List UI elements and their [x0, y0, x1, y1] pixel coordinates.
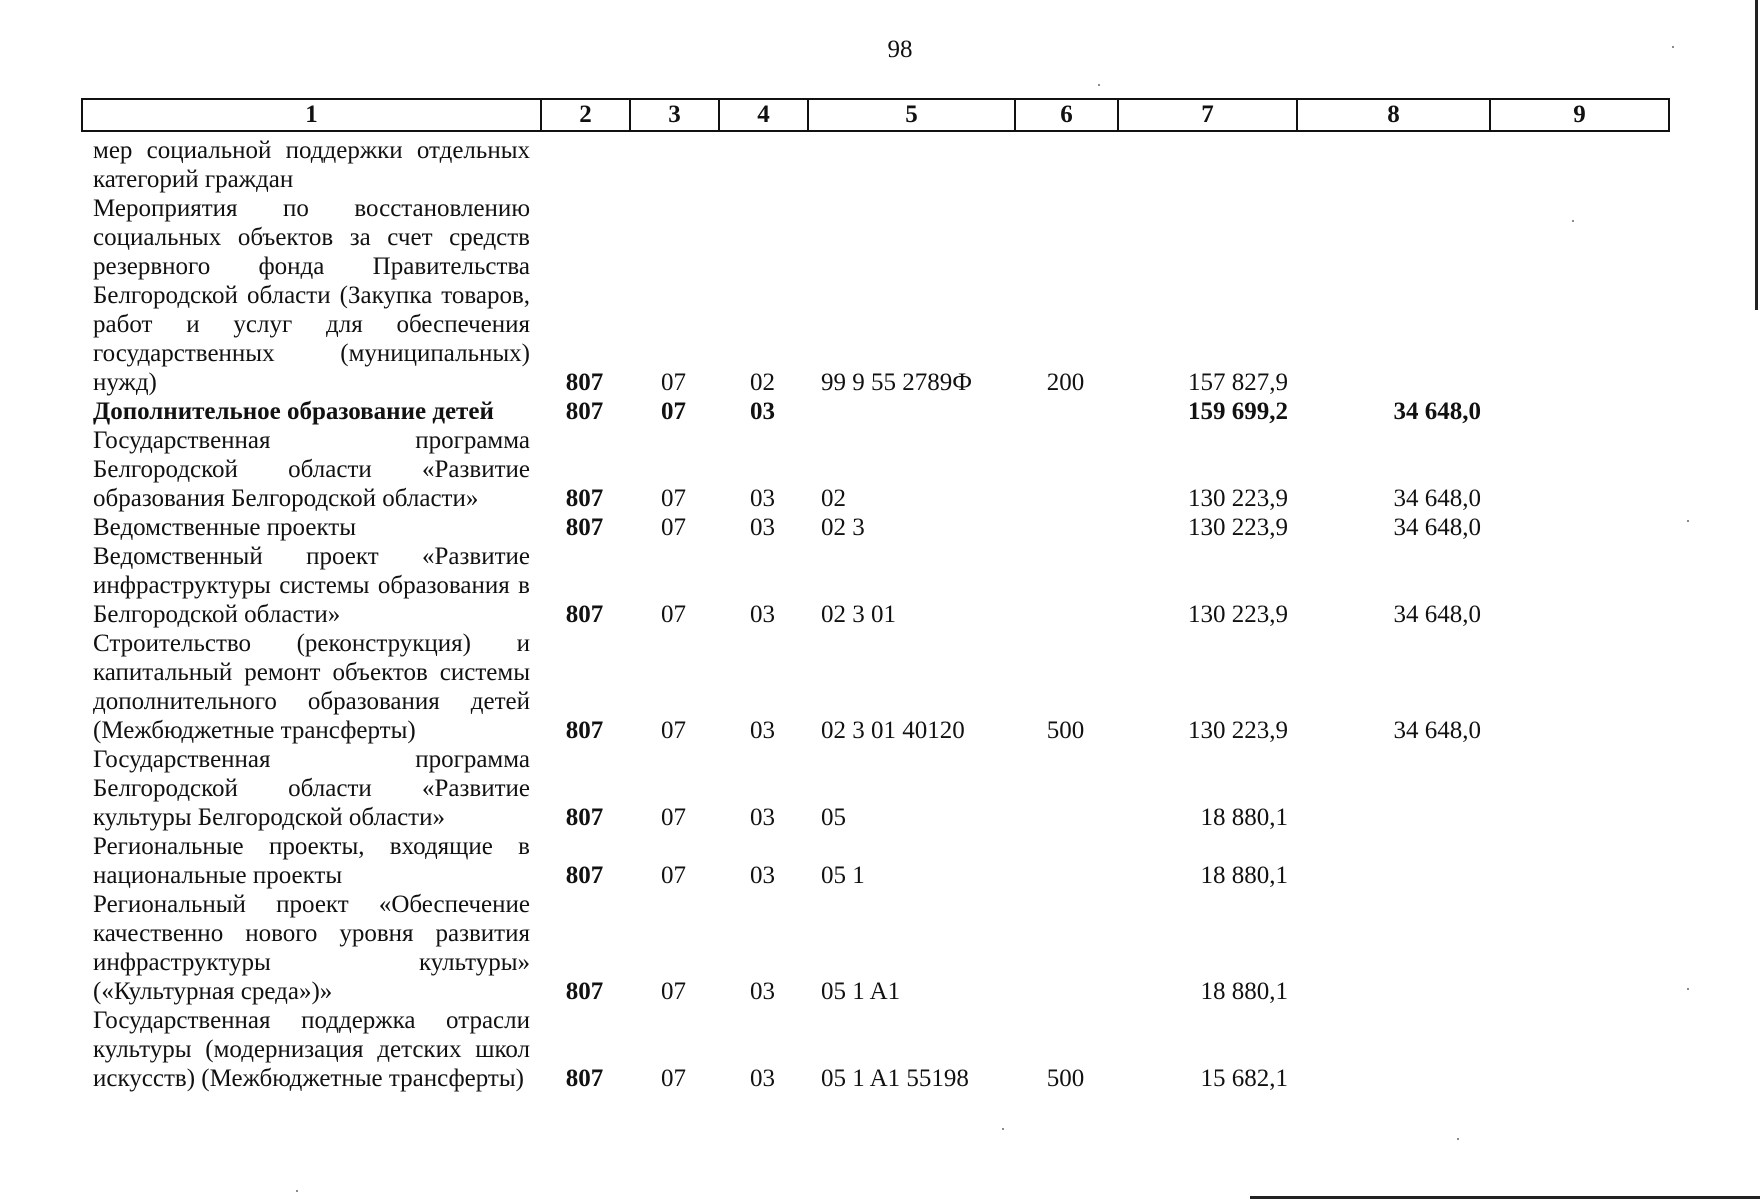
cell-col-2: 807 [565, 485, 604, 512]
cell-col-4: 03 [750, 398, 775, 425]
cell-col-9 [1489, 194, 1668, 397]
cell-col-2: 807 [565, 601, 604, 628]
cell-col-9 [1489, 513, 1668, 542]
table-row [81, 1006, 1668, 1093]
cell-col-3: 07 [661, 601, 686, 628]
cell-col-3: 07 [661, 862, 686, 889]
cell-col-8: 34 648,0 [1393, 717, 1481, 744]
cell-col-6 [1014, 397, 1117, 426]
cell-col-8 [1296, 745, 1489, 832]
cell-col-9 [1489, 745, 1668, 832]
cell-col-3: 07 [661, 717, 686, 744]
cell-col-6 [1014, 745, 1117, 832]
header-col-4: 4 [719, 99, 808, 131]
row-description: Ведомственный проект «Развитие инфраструктуры системы образования в Белгородской области» [93, 543, 530, 628]
table-row [81, 542, 1668, 629]
cell-col-5: 02 3 [821, 514, 865, 541]
cell-col-5: 02 [821, 485, 846, 512]
cell-col-6: 500 [1046, 1065, 1085, 1092]
cell-col-8 [1296, 194, 1489, 397]
cell-col-4: 03 [750, 862, 775, 889]
cell-col-3 [629, 136, 718, 194]
scan-speck [1672, 46, 1674, 48]
row-description: Региональные проекты, входящие в национальные проекты [93, 833, 530, 889]
table-row [81, 513, 1668, 542]
header-col-2: 2 [541, 99, 630, 131]
table-row [81, 629, 1668, 745]
table-row [81, 890, 1668, 1006]
cell-col-4 [718, 136, 807, 194]
cell-col-2: 807 [565, 804, 604, 831]
cell-col-9 [1489, 890, 1668, 1006]
cell-col-7: 130 223,9 [1188, 717, 1288, 744]
table-row [81, 426, 1668, 513]
cell-col-3: 07 [661, 485, 686, 512]
cell-col-4: 03 [750, 514, 775, 541]
cell-col-2: 807 [565, 978, 604, 1005]
row-description: Мероприятия по восстановлению социальных объектов за счет средств резервного фонда Правительства Белгородской области (Закупка товаров, работ и услуг для обеспечения государственных (муниципальных) нужд) [93, 195, 530, 396]
scan-speck [1098, 84, 1100, 86]
table-row [81, 136, 1668, 194]
cell-col-2: 807 [565, 514, 604, 541]
scan-speck [1457, 1138, 1459, 1140]
cell-col-9 [1489, 1006, 1668, 1093]
header-col-3: 3 [630, 99, 719, 131]
row-description: Ведомственные проекты [93, 514, 357, 541]
cell-col-5: 05 [821, 804, 846, 831]
cell-col-2: 807 [565, 717, 604, 744]
cell-col-6 [1014, 890, 1117, 1006]
cell-col-8: 34 648,0 [1393, 514, 1481, 541]
row-description: мер социальной поддержки отдельных категорий граждан [93, 137, 530, 193]
table-row [81, 194, 1668, 397]
table-row [81, 397, 1668, 426]
cell-col-5 [807, 136, 1014, 194]
cell-col-5 [807, 397, 1014, 426]
header-col-7: 7 [1118, 99, 1297, 131]
cell-col-9 [1489, 426, 1668, 513]
scan-speck [1687, 988, 1689, 990]
cell-col-5: 05 1 A1 [821, 978, 901, 1005]
cell-col-6 [1014, 426, 1117, 513]
cell-col-7: 18 880,1 [1200, 978, 1288, 1005]
row-description: Государственная программа Белгородской области «Развитие образования Белгородской области» [93, 427, 530, 512]
budget-table-body [81, 136, 1668, 1093]
header-col-6: 6 [1015, 99, 1118, 131]
cell-col-8 [1296, 136, 1489, 194]
cell-col-5: 02 3 01 40120 [821, 717, 965, 744]
cell-col-8 [1296, 1006, 1489, 1093]
cell-col-4: 03 [750, 717, 775, 744]
header-row [82, 99, 1669, 131]
page-number: 98 [887, 36, 913, 63]
cell-col-2: 807 [565, 1065, 604, 1092]
row-description: Государственная поддержка отрасли культуры (модернизация детских школ искусств) (Межбюджетные трансферты) [93, 1007, 530, 1092]
cell-col-9 [1489, 542, 1668, 629]
header-col-9: 9 [1490, 99, 1669, 131]
table-row [81, 745, 1668, 832]
cell-col-5: 05 1 [821, 862, 865, 889]
header-col-1: 1 [82, 99, 541, 131]
scan-speck [1572, 220, 1574, 222]
scan-edge-right [1755, 0, 1758, 310]
header-col-5: 5 [808, 99, 1015, 131]
cell-col-7: 18 880,1 [1200, 862, 1288, 889]
cell-col-2 [540, 136, 629, 194]
cell-col-7: 130 223,9 [1188, 601, 1288, 628]
cell-col-3: 07 [661, 398, 686, 425]
cell-col-5: 99 9 55 2789Ф [821, 369, 973, 396]
cell-col-6: 500 [1046, 717, 1085, 744]
cell-col-6 [1014, 832, 1117, 890]
cell-col-7: 130 223,9 [1188, 514, 1288, 541]
cell-col-3: 07 [661, 978, 686, 1005]
cell-col-6 [1014, 542, 1117, 629]
cell-col-8 [1296, 832, 1489, 890]
cell-col-4: 03 [750, 601, 775, 628]
cell-col-9 [1489, 832, 1668, 890]
cell-col-3: 07 [661, 369, 686, 396]
cell-col-2: 807 [565, 369, 604, 396]
cell-col-5: 05 1 A1 55198 [821, 1065, 969, 1092]
row-description: Дополнительное образование детей [93, 398, 494, 425]
cell-col-2: 807 [565, 398, 604, 425]
cell-col-7: 157 827,9 [1188, 369, 1288, 396]
cell-col-3: 07 [661, 514, 686, 541]
row-description: Государственная программа Белгородской области «Развитие культуры Белгородской области» [93, 746, 530, 831]
cell-col-6 [1014, 136, 1117, 194]
cell-col-6 [1014, 513, 1117, 542]
scan-edge-bottom [1250, 1196, 1760, 1199]
cell-col-4: 03 [750, 804, 775, 831]
row-description: Региональный проект «Обеспечение качественно нового уровня развития инфраструктуры культуры» («Культурная среда»)» [93, 891, 530, 1005]
cell-col-7 [1117, 136, 1296, 194]
cell-col-4: 02 [750, 369, 775, 396]
cell-col-9 [1489, 629, 1668, 745]
cell-col-9 [1489, 397, 1668, 426]
scan-speck [1002, 1128, 1004, 1130]
row-description: Строительство (реконструкция) и капитальный ремонт объектов системы дополнительного образования детей (Межбюджетные трансферты) [93, 630, 530, 744]
cell-col-6: 200 [1046, 369, 1085, 396]
cell-col-4: 03 [750, 1065, 775, 1092]
header-col-8: 8 [1297, 99, 1490, 131]
cell-col-4: 03 [750, 978, 775, 1005]
cell-col-3: 07 [661, 1065, 686, 1092]
cell-col-3: 07 [661, 804, 686, 831]
cell-col-7: 130 223,9 [1188, 485, 1288, 512]
cell-col-8 [1296, 890, 1489, 1006]
cell-col-8: 34 648,0 [1393, 398, 1481, 425]
cell-col-4: 03 [750, 485, 775, 512]
cell-col-7: 18 880,1 [1200, 804, 1288, 831]
cell-col-7: 15 682,1 [1200, 1065, 1288, 1092]
cell-col-8: 34 648,0 [1393, 601, 1481, 628]
table-row [81, 832, 1668, 890]
cell-col-2: 807 [565, 862, 604, 889]
cell-col-8: 34 648,0 [1393, 485, 1481, 512]
scan-speck [296, 1190, 298, 1192]
cell-col-5: 02 3 01 [821, 601, 896, 628]
scan-speck [1687, 520, 1689, 522]
cell-col-7: 159 699,2 [1188, 398, 1288, 425]
cell-col-9 [1489, 136, 1668, 194]
column-header-table [81, 98, 1670, 132]
